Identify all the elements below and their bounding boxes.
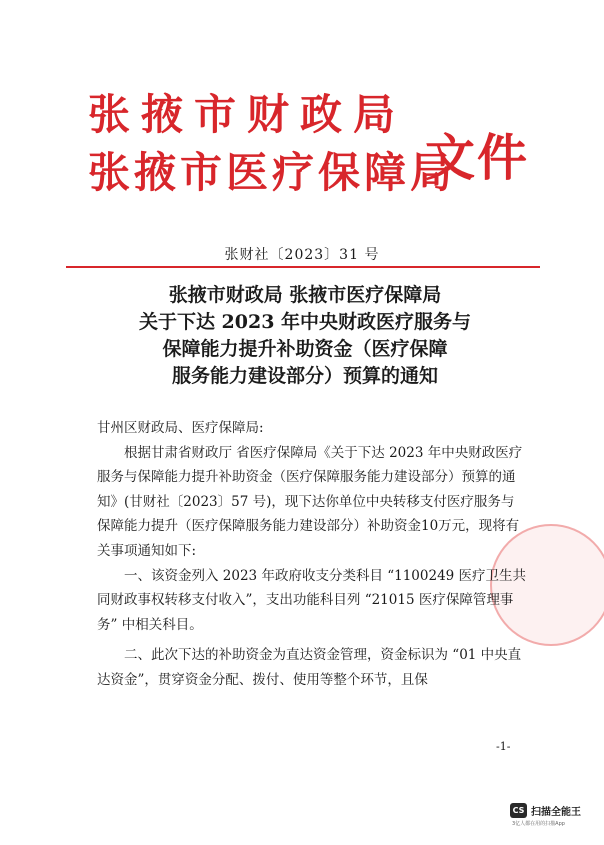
- red-divider: [66, 266, 540, 268]
- watermark-tagline: 3亿人都在用的扫描App: [512, 821, 565, 827]
- issuer-line-healthcare: 张掖市医疗保障局: [88, 148, 457, 197]
- body-paragraph: 一、该资金列入 2023 年政府收支分类科目 “1100249 医疗卫生共同财政事权转移支付收入”，支出功能科目列 “21015 医疗保障管理事务” 中相关科目。: [97, 567, 527, 633]
- title-line: 服务能力建设部分）预算的通知: [171, 365, 438, 387]
- issuer-header: [88, 86, 456, 202]
- document-title: [80, 282, 530, 390]
- addressee: 甘州区财政局、医疗保障局:: [97, 420, 264, 436]
- title-line: 张掖市财政局 张掖市医疗保障局: [168, 284, 442, 306]
- title-line: 保障能力提升补助资金（医疗保障: [162, 338, 448, 360]
- watermark-app-name: 扫描全能王: [531, 807, 581, 818]
- page-number: -1-: [496, 740, 511, 753]
- body-paragraph: 根据甘肃省财政厅 省医疗保障局《关于下达 2023 年中央财政医疗服务与保障能力提升补助资金（医疗保障服务能力建设部分）预算的通知》(甘财社〔2023〕57 号)，现下达你单位中央转移支付医疗服务与保障能力提升（医疗保障服务能力建设部分）补助资金10万元，现将有关事项通知如下:: [97, 444, 523, 559]
- body-paragraph: 二、此次下达的补助资金为直达资金管理，资金标识为 “01 中央直达资金”，贯穿资金分配、拨付、使用等整个环节，且保: [97, 647, 522, 688]
- camscanner-logo-icon: CS: [510, 803, 527, 818]
- title-line: 关于下达 2023 年中央财政医疗服务与: [138, 311, 472, 333]
- document-number: 张财社〔2023〕31 号: [224, 247, 380, 263]
- issuer-line-finance: 张掖市财政局: [88, 90, 407, 139]
- document-body: [97, 416, 527, 693]
- scanner-watermark: [510, 803, 602, 827]
- document-label: 文件: [425, 129, 529, 187]
